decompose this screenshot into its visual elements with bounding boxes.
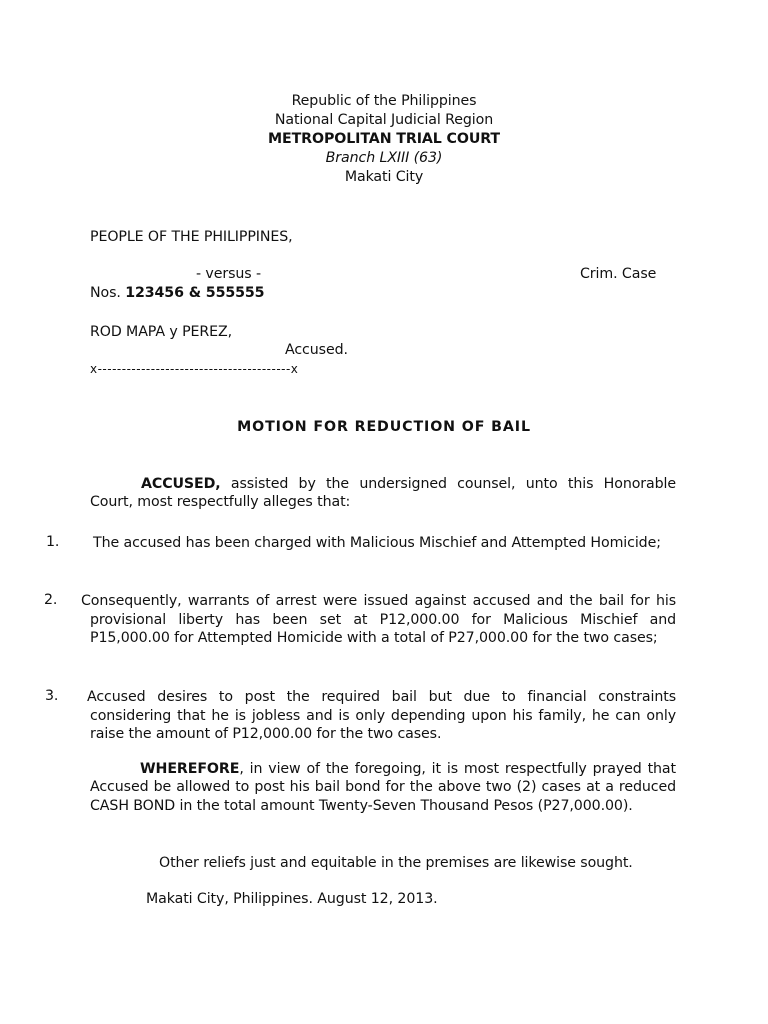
intro-paragraph (90, 475, 676, 512)
case-numbers: 123456 & 555555 (125, 285, 265, 301)
region-line: National Capital Judicial Region (274, 112, 494, 128)
caption-divider: x----------------------------------------x (90, 362, 299, 376)
allegation-3-number: 3. (45, 688, 59, 704)
intro-lead: ACCUSED, (141, 476, 221, 492)
motion-title: MOTION FOR REDUCTION OF BAIL (237, 419, 531, 435)
accused-label: Accused. (285, 342, 348, 358)
accused-name: ROD MAPA y PEREZ, (90, 324, 233, 340)
other-reliefs: Other reliefs just and equitable in the premises are likewise sought. (159, 855, 633, 871)
prayer-text: , in view of the foregoing, it is most respectfully prayed that Accused be allowed to post his bail bond for the above two (2) cases at a reduced CASH BOND in the total amount Twenty-Seven Thousand Pesos (P27,000.00). (90, 761, 676, 814)
court-name: METROPOLITAN TRIAL COURT (267, 131, 501, 147)
intro-text: assisted by the undersigned counsel, unto this Honorable Court, most respectfully alleges that: (90, 476, 676, 511)
allegation-2-text: Consequently, warrants of arrest were issued against accused and the bail for his provisional liberty has been set at P12,000.00 for Malicious Mischief and P15,000.00 for Attempted Homicide with a total of P27,000.00 for the two cases; (81, 593, 676, 647)
branch-line: Branch LXIII (63) (325, 150, 443, 166)
prayer-lead: WHEREFORE (140, 761, 240, 777)
case-label: Crim. Case (580, 266, 657, 282)
republic-line: Republic of the Philippines (291, 93, 477, 109)
allegation-1-number: 1. (46, 534, 60, 550)
city-line: Makati City (344, 169, 424, 185)
versus-label: - versus - (196, 266, 261, 282)
allegation-3-text: Accused desires to post the required bail but due to financial constraints considering that he is jobless and is only depending upon his family, he can only raise the amount of P12,000.00 for the two cases. (87, 689, 676, 743)
case-nos-prefix: Nos. (90, 285, 121, 301)
plaintiff-name: PEOPLE OF THE PHILIPPINES, (90, 229, 293, 245)
allegation-1-text: The accused has been charged with Malicious Mischief and Attempted Homicide; (93, 535, 661, 551)
allegation-2-number: 2. (44, 592, 58, 608)
prayer-paragraph (90, 760, 676, 815)
date-place: Makati City, Philippines. August 12, 2013. (146, 891, 438, 907)
case-numbers-line (90, 285, 264, 301)
